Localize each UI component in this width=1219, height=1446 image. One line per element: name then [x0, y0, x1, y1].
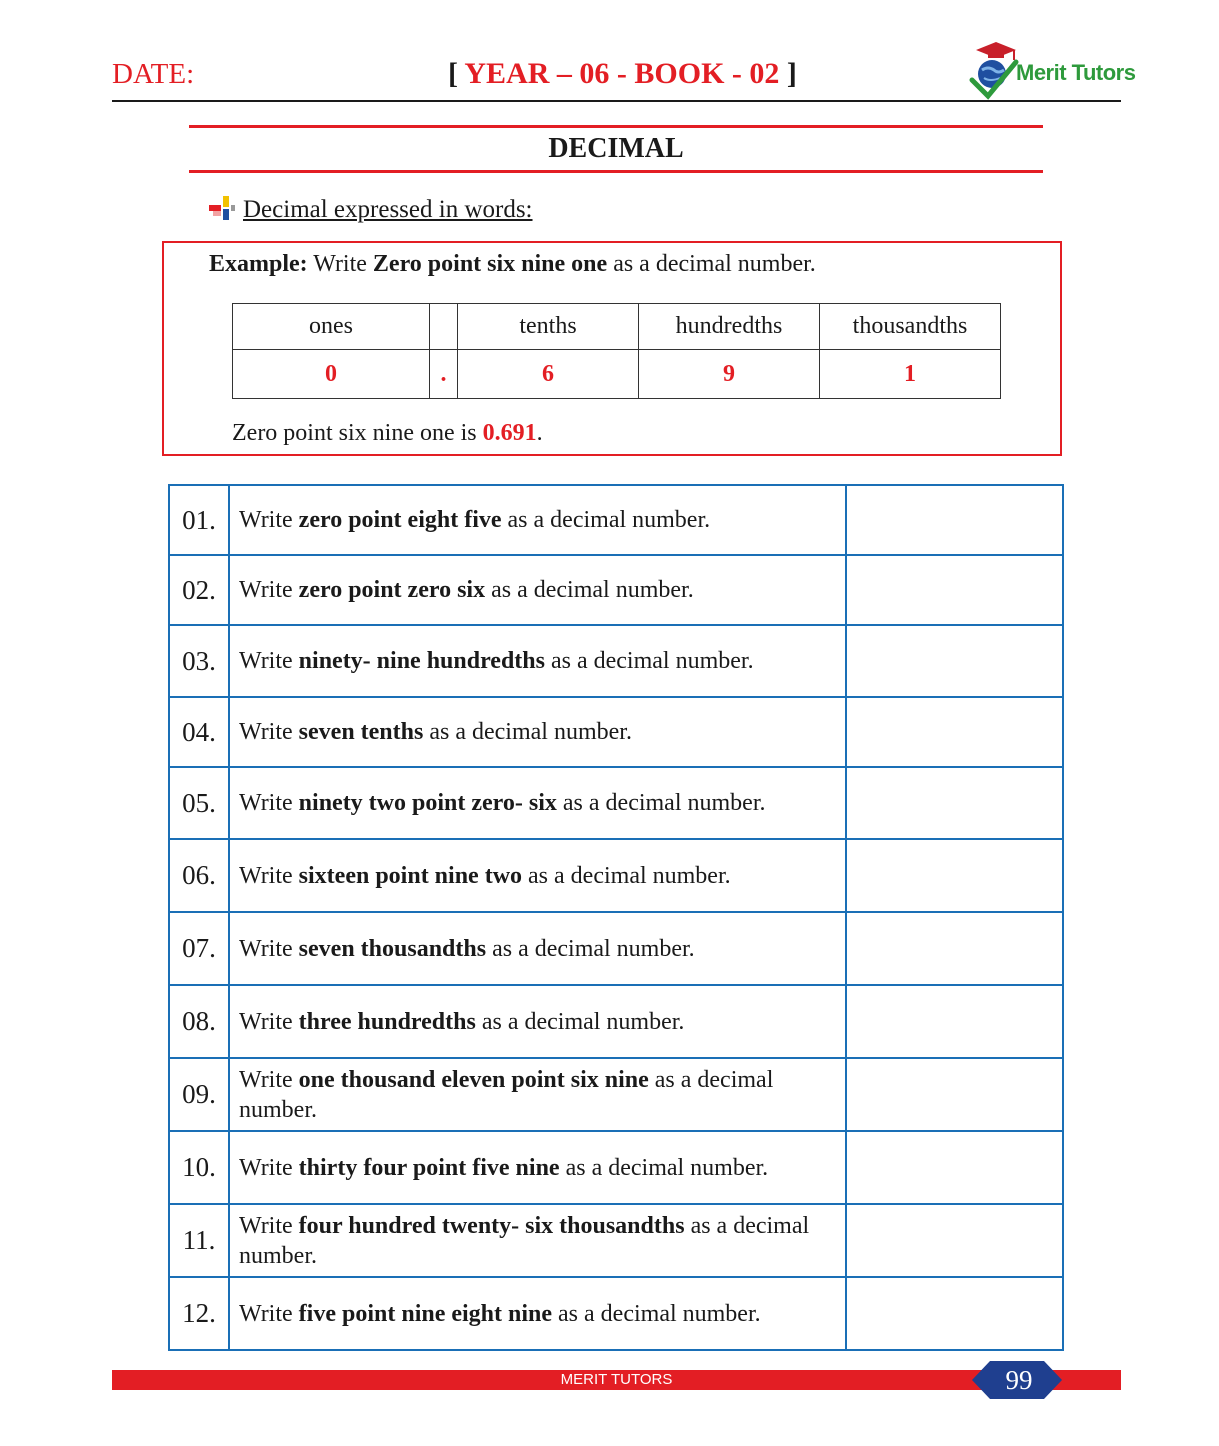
- question-number: 09.: [169, 1058, 229, 1131]
- question-words: thirty four point five nine: [298, 1154, 560, 1181]
- answer-box[interactable]: [846, 1058, 1063, 1131]
- answer-box[interactable]: [846, 485, 1063, 555]
- question-number: 11.: [169, 1204, 229, 1277]
- question-text: [229, 1131, 846, 1204]
- answer-box[interactable]: [846, 839, 1063, 912]
- question-words: sixteen point nine two: [298, 862, 523, 889]
- question-number: 12.: [169, 1277, 229, 1350]
- book-title-text: YEAR – 06 - BOOK - 02: [464, 57, 780, 90]
- date-label: DATE:: [112, 58, 195, 90]
- place-value-table: [232, 303, 1001, 399]
- title-rule-bottom: [189, 170, 1043, 173]
- question-suffix: as a decimal number.: [528, 862, 731, 889]
- question-prefix: Write: [239, 1154, 293, 1181]
- question-words: one thousand eleven point six nine: [298, 1066, 649, 1093]
- column-thousandths: thousandths: [820, 304, 1001, 350]
- question-row: [169, 767, 1063, 839]
- answer-box[interactable]: [846, 555, 1063, 625]
- question-row: [169, 697, 1063, 767]
- answer-box[interactable]: [846, 1131, 1063, 1204]
- question-prefix: Write: [239, 935, 293, 962]
- question-row: [169, 839, 1063, 912]
- column-tenths: tenths: [458, 304, 639, 350]
- question-suffix: as a decimal number.: [492, 935, 695, 962]
- question-prefix: Write: [239, 1212, 293, 1239]
- question-suffix: as a decimal number.: [491, 577, 694, 603]
- question-prefix: Write: [239, 1008, 293, 1035]
- question-words: zero point eight five: [298, 507, 502, 533]
- column-hundredths: hundredths: [639, 304, 820, 350]
- question-number: 02.: [169, 555, 229, 625]
- title-rule-top: [189, 125, 1043, 128]
- logo-text: Merit Tutors: [1016, 60, 1136, 85]
- question-row: [169, 485, 1063, 555]
- example-answer: [232, 420, 543, 447]
- question-number: 08.: [169, 985, 229, 1058]
- merit-tutors-logo: [966, 40, 1136, 100]
- book-title: [448, 57, 797, 91]
- question-words: zero point zero six: [298, 577, 486, 603]
- question-number: 10.: [169, 1131, 229, 1204]
- question-text: [229, 767, 846, 839]
- question-prefix: Write: [239, 507, 293, 533]
- question-number: 01.: [169, 485, 229, 555]
- question-suffix: as a decimal number.: [429, 719, 632, 745]
- column-ones: ones: [233, 304, 430, 350]
- book-title-close-bracket: ]: [786, 57, 797, 90]
- question-text: [229, 697, 846, 767]
- digit-thousandths: 1: [820, 350, 1001, 399]
- answer-value: 0.691: [482, 420, 537, 446]
- bullet-icon: [209, 196, 235, 220]
- question-row: [169, 1058, 1063, 1131]
- question-row: [169, 1277, 1063, 1350]
- question-words: seven tenths: [298, 719, 424, 745]
- question-row: [169, 985, 1063, 1058]
- answer-prefix: Zero point six nine one is: [232, 420, 477, 446]
- answer-box[interactable]: [846, 1277, 1063, 1350]
- question-prefix: Write: [239, 719, 293, 745]
- answer-box[interactable]: [846, 697, 1063, 767]
- question-text: [229, 839, 846, 912]
- question-text: [229, 1204, 846, 1277]
- questions-table: [168, 484, 1064, 1351]
- question-suffix: as a decimal number.: [507, 507, 711, 533]
- question-number: 06.: [169, 839, 229, 912]
- question-words: ninety two point zero- six: [298, 790, 557, 816]
- question-row: [169, 1204, 1063, 1277]
- question-suffix: as a decimal number.: [239, 1066, 774, 1123]
- question-number: 05.: [169, 767, 229, 839]
- question-prefix: Write: [239, 577, 293, 603]
- answer-end: .: [536, 420, 543, 446]
- column-point: [430, 304, 458, 350]
- question-text: [229, 912, 846, 985]
- answer-box[interactable]: [846, 985, 1063, 1058]
- question-prefix: Write: [239, 648, 293, 674]
- example-label: Example:: [209, 251, 308, 277]
- question-text: [229, 625, 846, 697]
- question-row: [169, 912, 1063, 985]
- question-text: [229, 555, 846, 625]
- question-text: [229, 985, 846, 1058]
- answer-box[interactable]: [846, 625, 1063, 697]
- digit-hundredths: 9: [639, 350, 820, 399]
- question-words: seven thousandths: [298, 935, 487, 962]
- answer-box[interactable]: [846, 767, 1063, 839]
- question-row: [169, 1131, 1063, 1204]
- question-text: [229, 485, 846, 555]
- digit-tenths: 6: [458, 350, 639, 399]
- question-number: 04.: [169, 697, 229, 767]
- question-number: 03.: [169, 625, 229, 697]
- question-text: [229, 1277, 846, 1350]
- question-prefix: Write: [239, 1066, 293, 1093]
- book-title-open-bracket: [: [448, 57, 458, 90]
- question-row: [169, 555, 1063, 625]
- example-suffix: as a decimal number.: [613, 251, 816, 277]
- question-row: [169, 625, 1063, 697]
- question-text: [229, 1058, 846, 1131]
- page-number: 99: [1005, 1365, 1033, 1395]
- header-divider: [112, 100, 1121, 102]
- question-suffix: as a decimal number.: [481, 1008, 685, 1035]
- question-suffix: as a decimal number.: [562, 790, 766, 816]
- section-title: DECIMAL: [548, 133, 684, 164]
- question-number: 07.: [169, 912, 229, 985]
- answer-box[interactable]: [846, 1204, 1063, 1277]
- question-prefix: Write: [239, 862, 293, 889]
- question-words: four hundred twenty- six thousandths: [298, 1212, 685, 1239]
- answer-box[interactable]: [846, 912, 1063, 985]
- example-instruction: [209, 251, 816, 278]
- question-prefix: Write: [239, 1300, 293, 1327]
- question-suffix: as a decimal number.: [239, 1212, 810, 1269]
- question-prefix: Write: [239, 790, 293, 816]
- place-value-header-row: [233, 304, 1001, 350]
- digit-point: .: [430, 350, 458, 399]
- footer-brand: MERIT TUTORS: [560, 1371, 673, 1388]
- question-words: five point nine eight nine: [298, 1300, 553, 1327]
- example-prefix: Write: [313, 251, 367, 277]
- example-words: Zero point six nine one: [372, 251, 608, 277]
- question-words: ninety- nine hundredths: [298, 648, 545, 674]
- place-value-digit-row: [233, 350, 1001, 399]
- subtitle: Decimal expressed in words:: [243, 196, 533, 223]
- question-suffix: as a decimal number.: [558, 1300, 761, 1327]
- question-words: three hundredths: [298, 1008, 476, 1035]
- question-suffix: as a decimal number.: [565, 1154, 769, 1181]
- digit-ones: 0: [233, 350, 430, 399]
- question-suffix: as a decimal number.: [550, 648, 754, 674]
